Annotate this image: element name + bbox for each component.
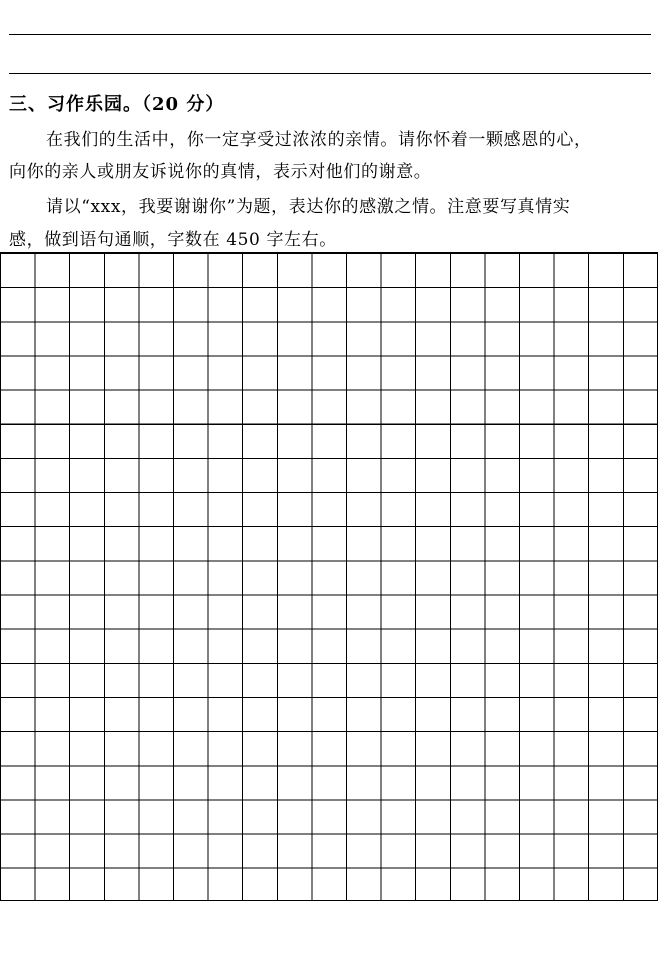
prompt-line-4: 感，做到语句通顺，字数在 450 字左右。 [9, 230, 337, 250]
prompt-line-3: 请以“xxx，我要谢谢你”为题，表达你的感激之情。注意要写真情实 [46, 197, 571, 217]
section-heading: 三、习作乐园。（20 分） [9, 94, 225, 115]
composition-grid[interactable] [0, 252, 658, 901]
prompt-line-2: 向你的亲人或朋友诉说你的真情，表示对他们的谢意。 [9, 162, 432, 182]
answer-line-1 [9, 34, 651, 35]
prompt-line-1: 在我们的生活中，你一定享受过浓浓的亲情。请你怀着一颗感恩的心， [46, 130, 592, 150]
answer-line-2 [9, 73, 651, 74]
